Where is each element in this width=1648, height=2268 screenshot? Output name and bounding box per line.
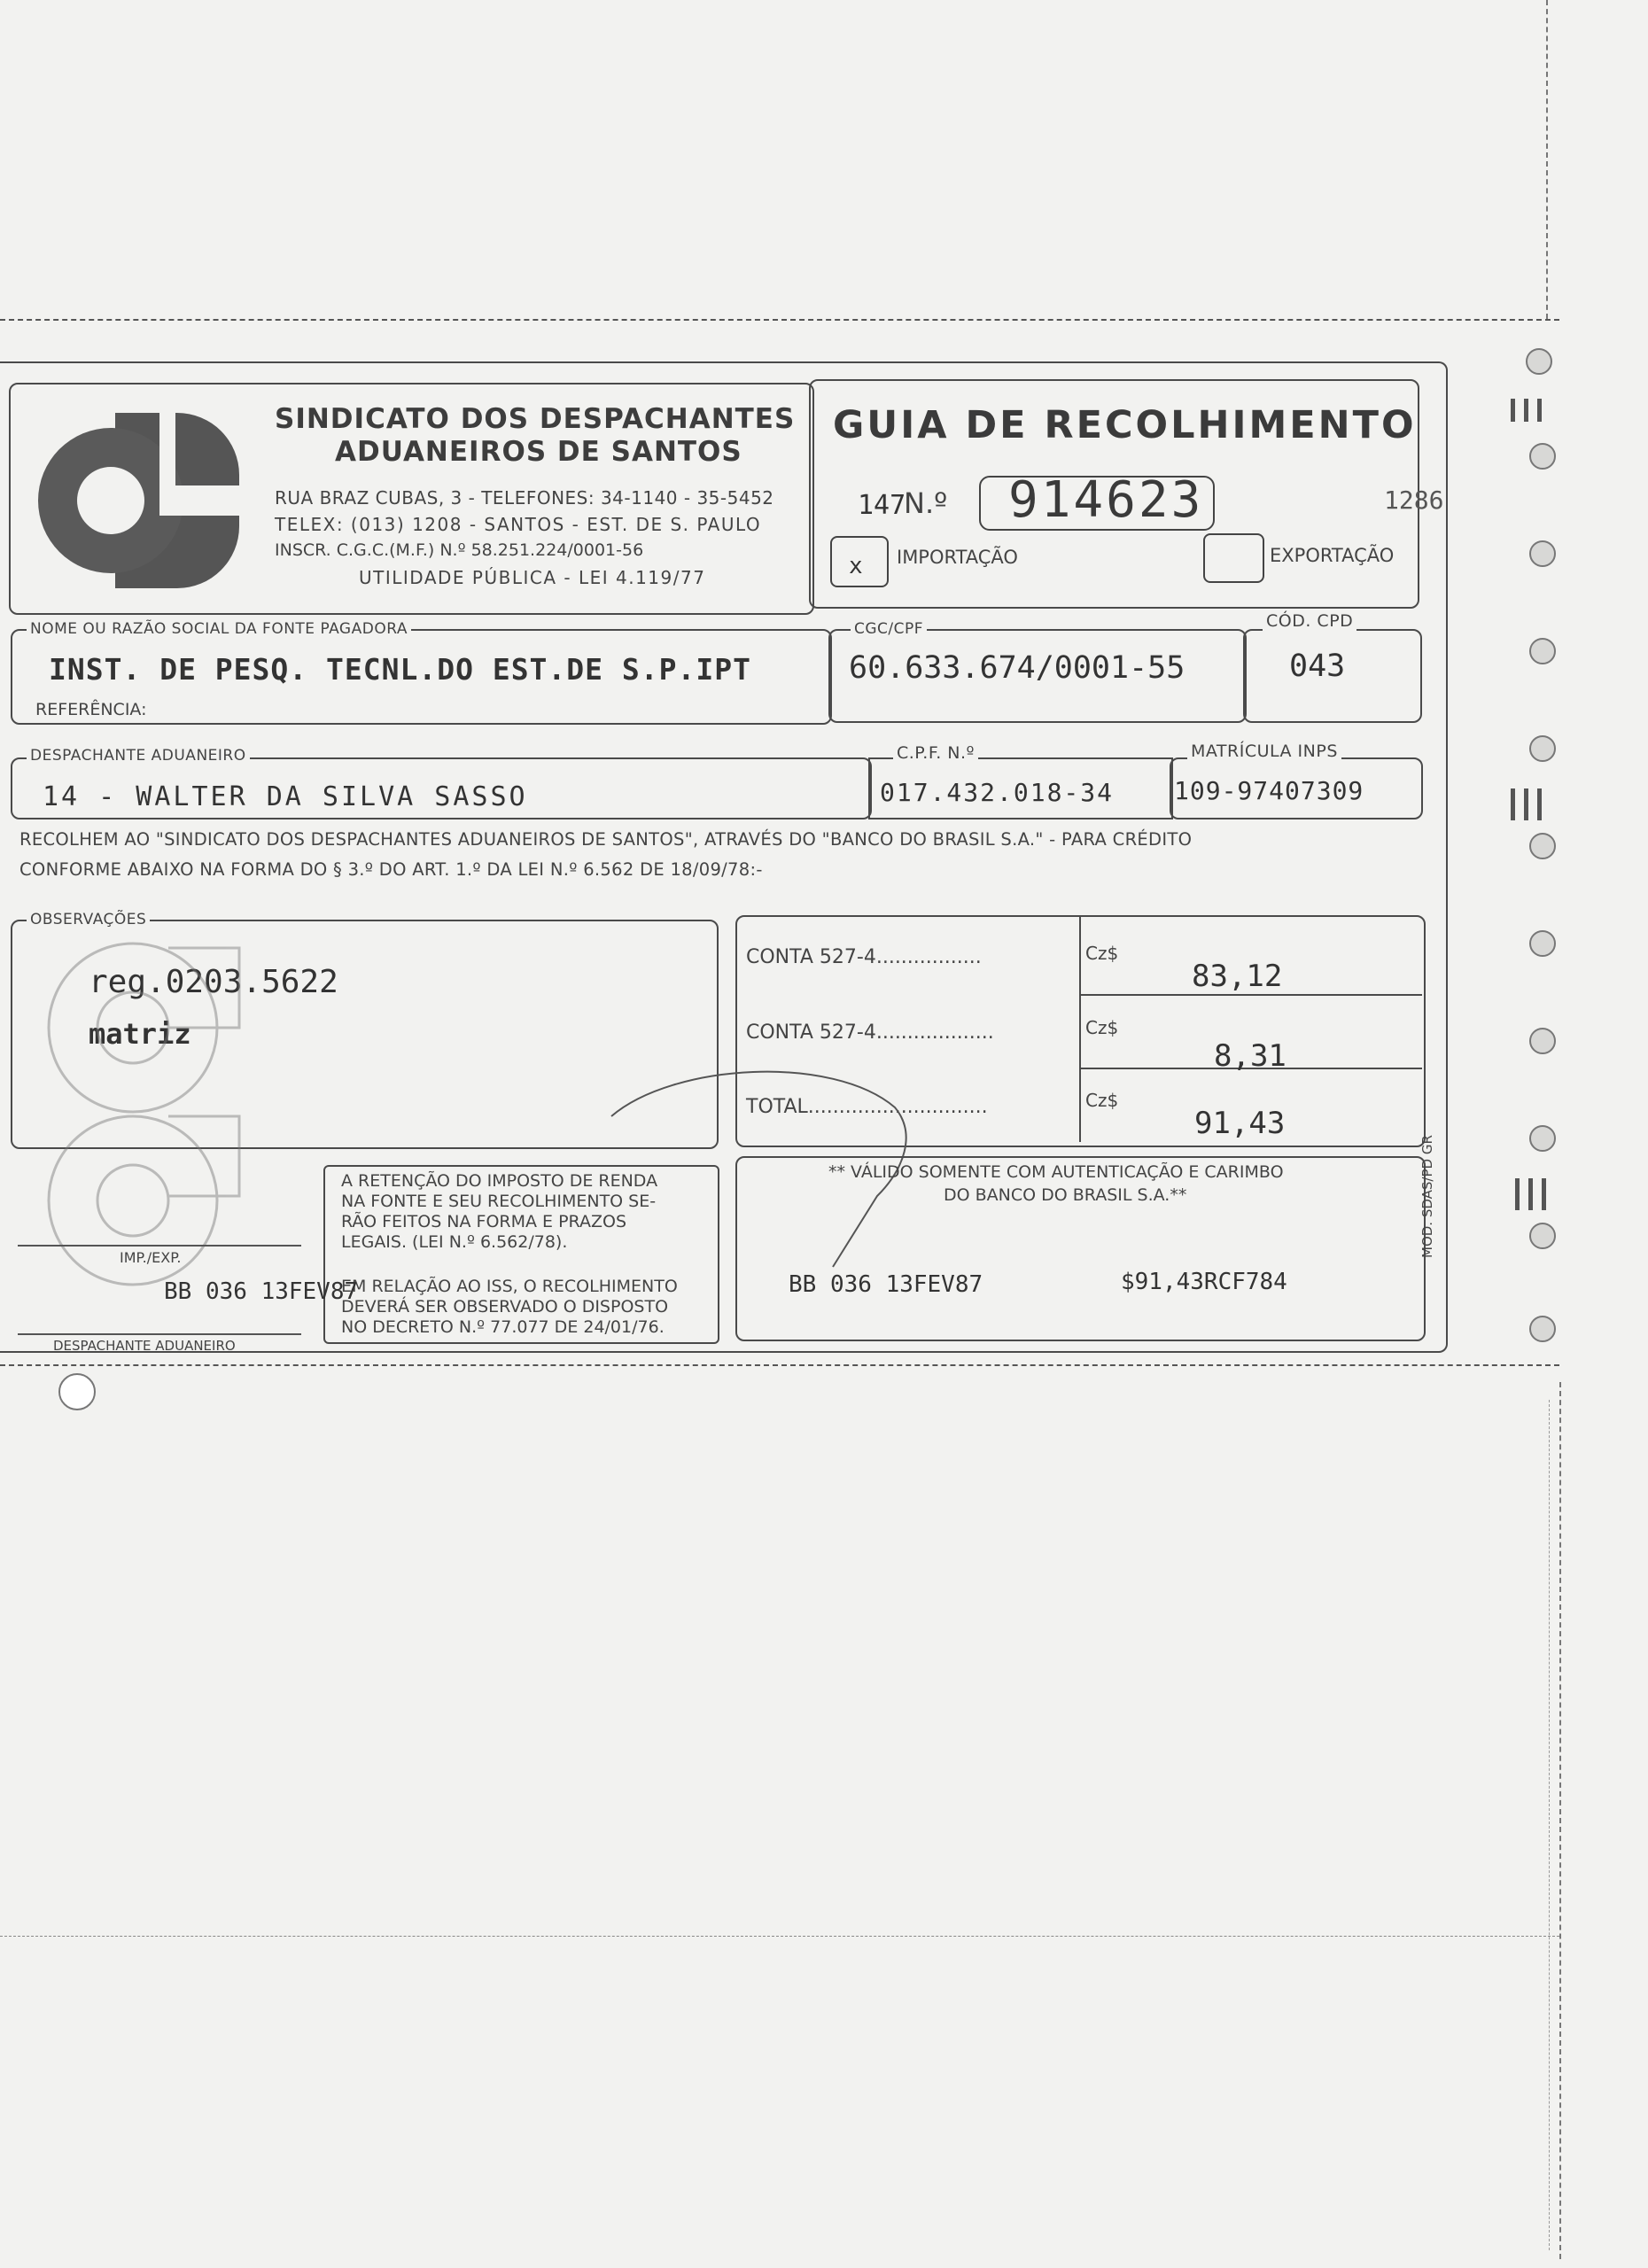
perforation-mark (1537, 399, 1542, 422)
observacoes-line1: reg.0203.5622 (89, 964, 338, 1000)
cpf-value: 017.432.018-34 (880, 778, 1115, 807)
perforation-mark (1528, 1178, 1533, 1210)
cgc-value: 60.633.674/0001-55 (849, 650, 1185, 686)
footer-despachante-label: DESPACHANTE ADUANEIRO (53, 1338, 236, 1354)
payer-name-label: NOME OU RAZÃO SOCIAL DA FONTE PAGADORA (27, 620, 411, 638)
perforation-mark (1524, 788, 1528, 820)
account-row-1-currency: Cz$ (1085, 943, 1119, 964)
feed-hole (1529, 735, 1556, 762)
union-address-line1: RUA BRAZ CUBAS, 3 - TELEFONES: 34-1140 - 35-5452 (275, 487, 774, 509)
union-address-line3: INSCR. C.G.C.(M.F.) N.º 58.251.224/0001-56 (275, 540, 644, 560)
importacao-label: IMPORTAÇÃO (897, 547, 1018, 568)
account-row-2-currency: Cz$ (1085, 1017, 1119, 1038)
bottom-tear-line (0, 1364, 1559, 1366)
imp-exp-label: IMP./EXP. (120, 1249, 182, 1266)
reference-label: REFERÊNCIA: (35, 700, 147, 719)
watermark-logo (35, 895, 266, 1302)
despachante-signature-line (18, 1333, 301, 1335)
feed-hole (1529, 1223, 1556, 1249)
cod-cpd-label: CÓD. CPD (1263, 611, 1356, 631)
union-address-line4: UTILIDADE PÚBLICA - LEI 4.119/77 (359, 567, 706, 588)
union-name-line1: SINDICATO DOS DESPACHANTES (275, 403, 796, 435)
total-currency: Cz$ (1085, 1090, 1119, 1111)
perforation-mark (1524, 399, 1528, 422)
bank-stamp-date: BB 036 13FEV87 (789, 1271, 983, 1298)
perforation-mark (1511, 788, 1515, 820)
right-paper-edge-lower-2 (1549, 1400, 1550, 2250)
guia-title: GUIA DE RECOLHIMENTO (833, 403, 1417, 447)
exportacao-label: EXPORTAÇÃO (1270, 545, 1395, 566)
lower-fold-line (0, 1936, 1559, 1937)
exportacao-checkbox[interactable] (1203, 533, 1264, 583)
feed-hole (1529, 1028, 1556, 1054)
form-model-code: MOD. SDAS/PD GR (1419, 1135, 1435, 1258)
feed-hole (1529, 1125, 1556, 1152)
guia-number-label: N.º (904, 486, 948, 520)
account-row-2-value: 8,31 (1214, 1038, 1287, 1074)
notice-line1: A RETENÇÃO DO IMPOSTO DE RENDA (341, 1171, 658, 1191)
feed-hole (1529, 833, 1556, 859)
cgc-label: CGC/CPF (851, 620, 927, 638)
payer-name-value: INST. DE PESQ. TECNL.DO EST.DE S.P.IPT (49, 652, 751, 687)
feed-hole (1526, 348, 1552, 375)
despachante-value: 14 - WALTER DA SILVA SASSO (43, 781, 528, 812)
guia-side-number: 1286 (1384, 485, 1444, 515)
punch-hole (58, 1373, 96, 1410)
guia-prefix: 147 (858, 490, 906, 521)
observacoes-line2: matriz (89, 1017, 191, 1051)
account-row-1-value: 83,12 (1192, 959, 1283, 994)
right-paper-edge-lower (1559, 1382, 1561, 2259)
feed-hole (1529, 930, 1556, 957)
cod-cpd-value: 043 (1289, 649, 1346, 684)
account-row-1-label: CONTA 527-4................. (746, 946, 982, 968)
notice-line4: LEGAIS. (LEI N.º 6.562/78). (341, 1232, 568, 1252)
notice-line5: EM RELAÇÃO AO ISS, O RECOLHIMENTO (341, 1277, 678, 1296)
union-logo (27, 408, 266, 594)
validation-line2: DO BANCO DO BRASIL S.A.** (944, 1185, 1187, 1205)
footer-bank-stamp: BB 036 13FEV87 (164, 1278, 359, 1305)
notice-line6: DEVERÁ SER OBSERVADO O DISPOSTO (341, 1297, 669, 1317)
notice-line3: RÃO FEITOS NA FORMA E PRAZOS (341, 1212, 627, 1231)
perforation-mark (1537, 788, 1542, 820)
validation-box (735, 1156, 1426, 1341)
cpf-label: C.P.F. N.º (893, 743, 978, 763)
top-tear-line (0, 319, 1559, 321)
notice-line7: NO DECRETO N.º 77.077 DE 24/01/76. (341, 1317, 665, 1337)
notice-line2: NA FONTE E SEU RECOLHIMENTO SE- (341, 1192, 657, 1211)
total-value: 91,43 (1194, 1106, 1286, 1141)
matricula-value: 109-97407309 (1174, 776, 1364, 805)
feed-hole (1529, 443, 1556, 470)
accounts-row-divider (1079, 994, 1422, 996)
union-name-line2: ADUANEIROS DE SANTOS (335, 436, 742, 468)
feed-hole (1529, 1316, 1556, 1342)
perforation-mark (1511, 399, 1515, 422)
imp-exp-line (18, 1245, 301, 1247)
despachante-label: DESPACHANTE ADUANEIRO (27, 747, 250, 765)
feed-hole (1529, 638, 1556, 664)
perforation-mark (1515, 1178, 1520, 1210)
guia-number: 914623 (1008, 471, 1204, 529)
union-address-line2: TELEX: (013) 1208 - SANTOS - EST. DE S. PAULO (275, 514, 762, 535)
importacao-mark: x (849, 553, 863, 579)
matricula-label: MATRÍCULA INPS (1187, 742, 1341, 761)
instruction-line2: CONFORME ABAIXO NA FORMA DO § 3.º DO ART. 1.º DA LEI N.º 6.562 DE 18/09/78:- (19, 859, 763, 880)
bank-stamp-amount: $91,43RCF784 (1121, 1269, 1287, 1295)
instruction-line1: RECOLHEM AO "SINDICATO DOS DESPACHANTES ADUANEIROS DE SANTOS", ATRAVÉS DO "BANCO DO BRASIL S.A." - PARA CRÉDITO (19, 829, 1193, 850)
validation-line1: ** VÁLIDO SOMENTE COM AUTENTICAÇÃO E CARIMBO (828, 1162, 1284, 1182)
perforation-mark (1542, 1178, 1546, 1210)
account-row-2-label: CONTA 527-4................... (746, 1021, 994, 1044)
observacoes-label: OBSERVAÇÕES (27, 911, 150, 928)
right-paper-edge (1546, 0, 1548, 319)
total-label: TOTAL............................. (746, 1096, 988, 1118)
feed-hole (1529, 540, 1556, 567)
